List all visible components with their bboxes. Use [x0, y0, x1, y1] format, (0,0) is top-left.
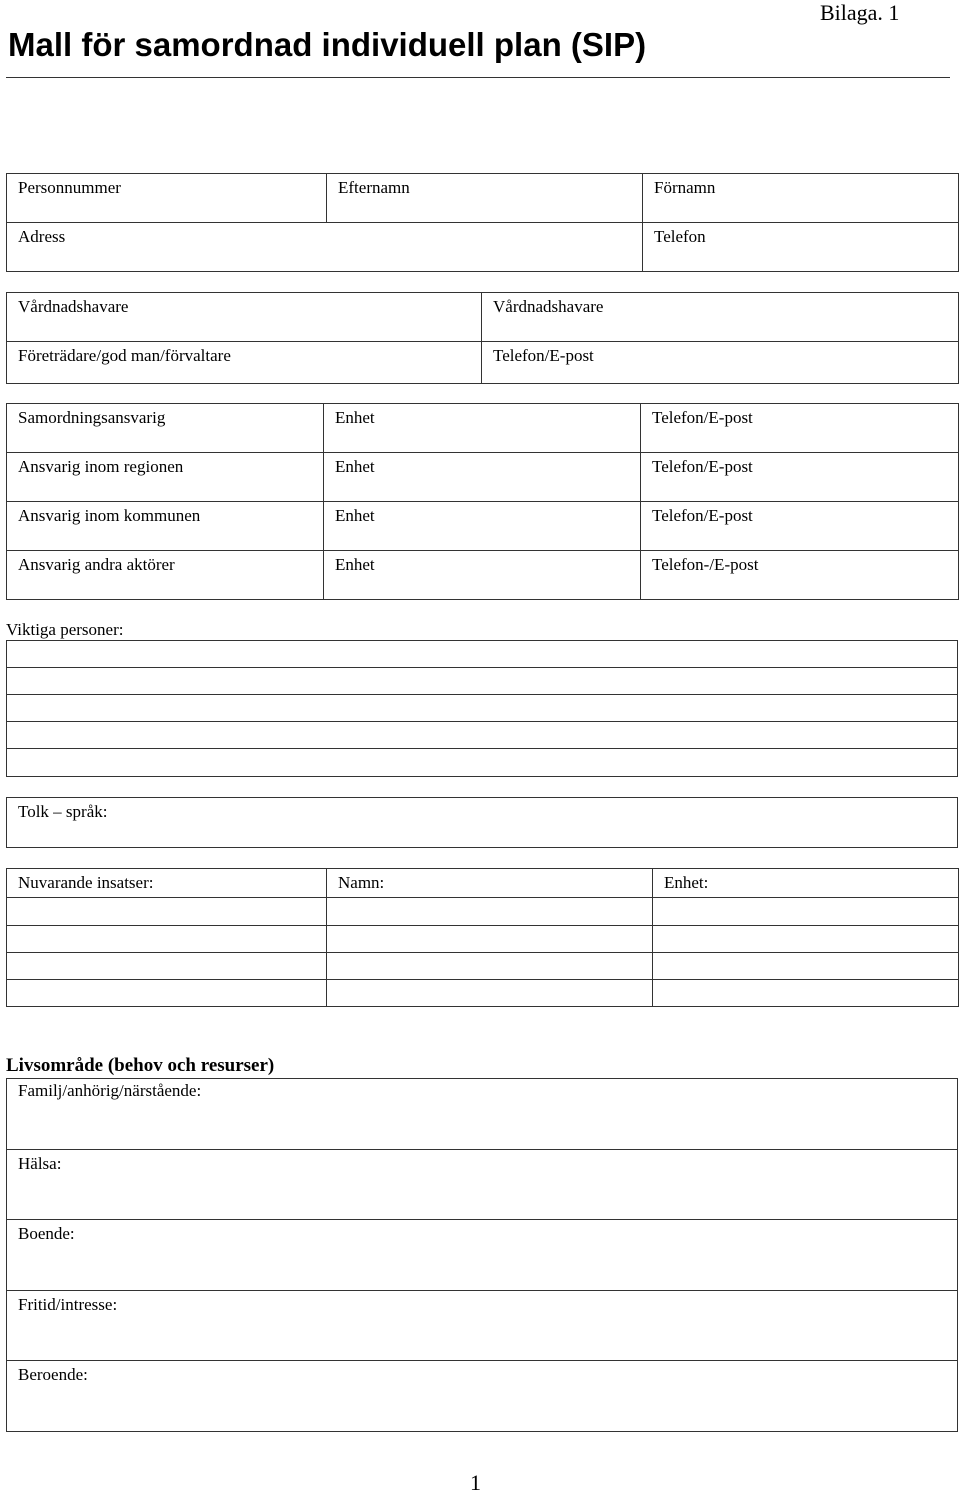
telefon-field[interactable]: [643, 223, 959, 272]
responsible-contact-field[interactable]: [641, 551, 959, 600]
responsible-unit-label: Enhet: [335, 408, 375, 427]
adress-label: Adress: [18, 227, 66, 246]
dependency-field[interactable]: [7, 1361, 958, 1432]
page-number: 1: [470, 1470, 481, 1495]
housing-field[interactable]: [7, 1220, 958, 1291]
important-person-row[interactable]: [7, 695, 958, 722]
responsible-contact-field[interactable]: [641, 453, 959, 502]
interpreter-table: [6, 797, 958, 848]
health-label: Hälsa:: [18, 1154, 62, 1173]
responsible-contact-field[interactable]: [641, 404, 959, 453]
intervention-unit-cell[interactable]: [653, 926, 959, 953]
responsible-contact-label: Telefon-/E-post: [652, 555, 759, 574]
interventions-header: [7, 869, 327, 898]
leisure-label: Fritid/intresse:: [18, 1295, 118, 1314]
intervention-unit-cell[interactable]: [653, 980, 959, 1007]
unit-header: [653, 869, 959, 898]
fornamn-field[interactable]: [643, 174, 959, 223]
responsible-role-field[interactable]: [7, 404, 324, 453]
guardian-left-field[interactable]: [7, 293, 482, 342]
guardian-contact-field[interactable]: [482, 342, 959, 384]
responsible-role-field[interactable]: [7, 551, 324, 600]
interpreter-field[interactable]: [7, 798, 958, 848]
health-field[interactable]: [7, 1150, 958, 1220]
representative-field[interactable]: [7, 342, 482, 384]
intervention-unit-cell[interactable]: [653, 953, 959, 980]
adress-field[interactable]: [7, 223, 643, 272]
responsible-contact-label: Telefon/E-post: [652, 506, 753, 525]
responsible-unit-field[interactable]: [324, 453, 641, 502]
efternamn-field[interactable]: [327, 174, 643, 223]
intervention-cell[interactable]: [7, 898, 327, 926]
personal-info-table: [6, 173, 959, 272]
intervention-cell[interactable]: [7, 953, 327, 980]
intervention-cell[interactable]: [7, 980, 327, 1007]
guardian-left-label: Vårdnadshavare: [18, 297, 129, 316]
intervention-name-cell[interactable]: [327, 898, 653, 926]
responsible-role-label: Ansvarig inom kommunen: [18, 506, 201, 525]
family-label: Familj/anhörig/närstående:: [18, 1081, 202, 1100]
important-people-table: [6, 640, 958, 777]
efternamn-label: Efternamn: [338, 178, 410, 197]
guardian-contact-label: Telefon/E-post: [493, 346, 594, 365]
responsible-contact-label: Telefon/E-post: [652, 408, 753, 427]
annex-label: Bilaga. 1: [820, 0, 900, 25]
responsible-contact-label: Telefon/E-post: [652, 457, 753, 476]
name-header-label: Namn:: [338, 873, 385, 892]
representative-label: Företrädare/god man/förvaltare: [18, 346, 231, 365]
guardian-table: [6, 292, 959, 384]
important-people-label: Viktiga personer:: [6, 620, 124, 639]
intervention-cell[interactable]: [7, 926, 327, 953]
telefon-label: Telefon: [654, 227, 706, 246]
intervention-name-cell[interactable]: [327, 980, 653, 1007]
responsible-role-label: Ansvarig andra aktörer: [18, 555, 175, 574]
life-areas-heading: Livsområde (behov och resurser): [6, 1055, 275, 1076]
responsible-contact-field[interactable]: [641, 502, 959, 551]
important-person-row[interactable]: [7, 722, 958, 749]
unit-header-label: Enhet:: [664, 873, 709, 892]
responsible-role-label: Ansvarig inom regionen: [18, 457, 184, 476]
intervention-unit-cell[interactable]: [653, 898, 959, 926]
guardian-right-field[interactable]: [482, 293, 959, 342]
responsible-unit-label: Enhet: [335, 555, 375, 574]
personnummer-label: Personnummer: [18, 178, 121, 197]
title-rule: [6, 77, 950, 78]
page-title: Mall för samordnad individuell plan (SIP): [8, 26, 647, 63]
important-person-row[interactable]: [7, 641, 958, 668]
important-person-row[interactable]: [7, 749, 958, 777]
intervention-name-cell[interactable]: [327, 953, 653, 980]
guardian-right-label: Vårdnadshavare: [493, 297, 604, 316]
personnummer-field[interactable]: [7, 174, 327, 223]
responsible-role-label: Samordningsansvarig: [18, 408, 166, 427]
responsible-role-field[interactable]: [7, 502, 324, 551]
responsible-unit-label: Enhet: [335, 506, 375, 525]
fornamn-label: Förnamn: [654, 178, 716, 197]
responsible-unit-field[interactable]: [324, 404, 641, 453]
responsible-role-field[interactable]: [7, 453, 324, 502]
interpreter-label: Tolk – språk:: [18, 802, 108, 821]
name-header: [327, 869, 653, 898]
leisure-field[interactable]: [7, 1291, 958, 1361]
responsible-unit-label: Enhet: [335, 457, 375, 476]
family-field[interactable]: [7, 1079, 958, 1150]
life-areas-table: [6, 1078, 958, 1432]
dependency-label: Beroende:: [18, 1365, 88, 1384]
important-person-row[interactable]: [7, 668, 958, 695]
responsible-unit-field[interactable]: [324, 502, 641, 551]
interventions-table: [6, 868, 959, 1007]
responsible-table: [6, 403, 959, 600]
interventions-header-label: Nuvarande insatser:: [18, 873, 154, 892]
housing-label: Boende:: [18, 1224, 75, 1243]
responsible-unit-field[interactable]: [324, 551, 641, 600]
intervention-name-cell[interactable]: [327, 926, 653, 953]
